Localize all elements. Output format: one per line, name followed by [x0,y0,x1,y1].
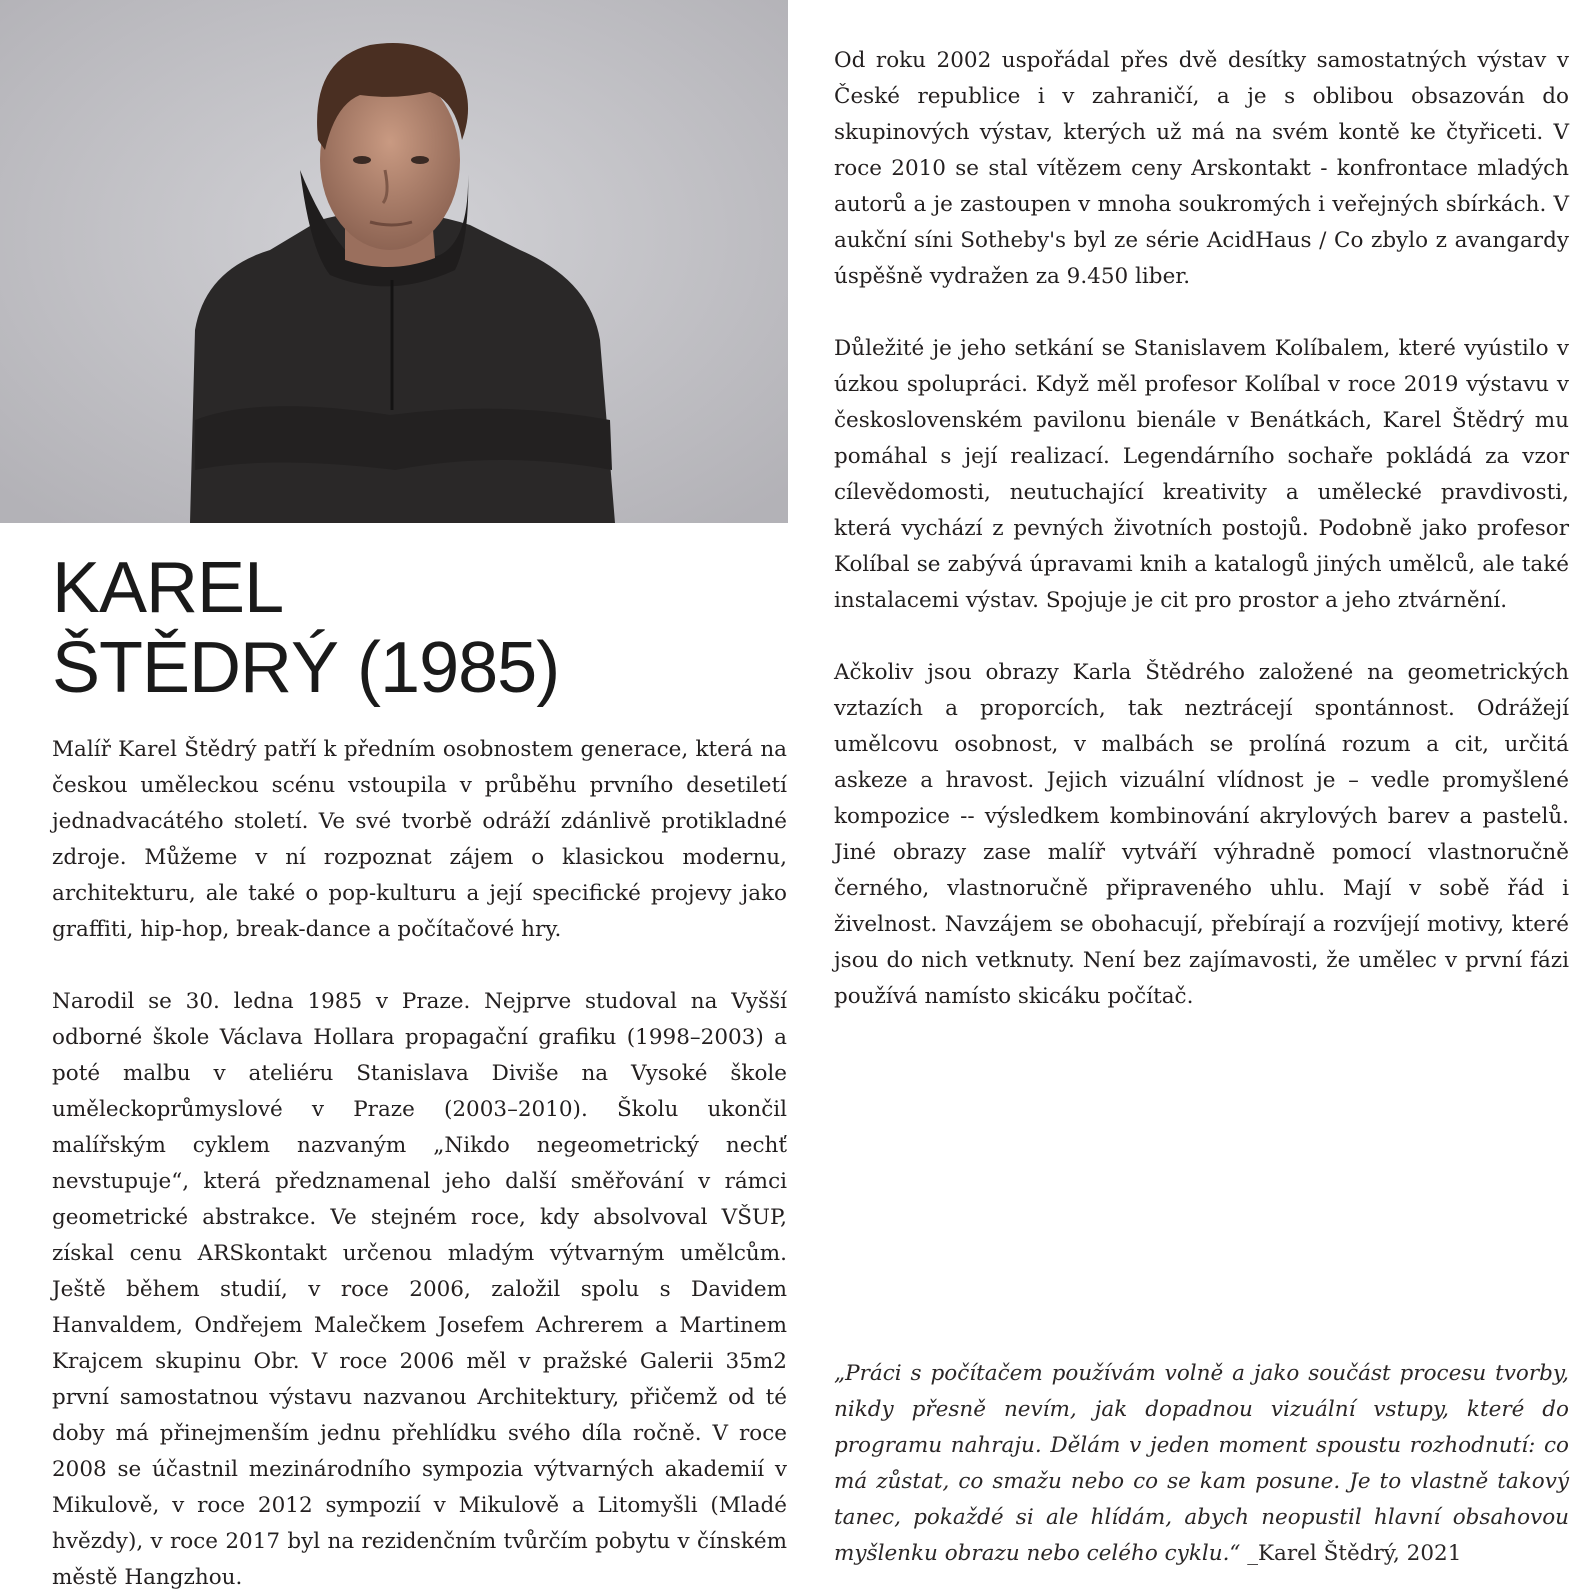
eye-right [411,156,429,164]
artist-name-title [52,548,559,708]
quote-attribution: _Karel Štědrý, 2021 [1240,1541,1462,1566]
left-text-column [52,732,787,1596]
crossed-arms [195,406,612,470]
paragraph: Malíř Karel Štědrý patří k předním osobnostem generace, která na českou uměleckou scénu vstoupila v průběhu prvního desetiletí jednadvacátého století. Ve své tvorbě odráží zdánlivě protikladné zdroje. Můžeme v ní rozpoznat zájem o klasickou modernu, architekturu, ale také o pop-kulturu a její specifické projevy jako graffiti, hip-hop, break-dance a počítačové hry. [52,737,787,942]
paragraph: Ačkoliv jsou obrazy Karla Štědrého založené na geometrických vztazích a proporcích, tak neztrácejí spontánnost. Odrážejí umělcovu osobnost, v malbách se prolíná rozum a cit, určitá askeze a hravost. Jejich vizuální vlídnost je – vedle promyšlené kompozice -- výsledkem kombinování akrylových barev a pastelů. Jiné obrazy zase malíř vytváří výhradně pomocí vlastnoručně černého, vlastnoručně připraveného uhlu. Mají v sobě řád i živelnost. Navzájem se obohacují, přebírají a rozvíjejí motivy, které jsou do nich vetknuty. Není bez zajímavosti, že umělec v první fázi používá namísto skicáku počítač. [834,660,1569,1009]
title-line-1: KAREL [52,548,284,628]
portrait-icon [0,0,788,523]
portrait-photo [0,0,788,523]
eye-left [353,156,371,164]
paragraph: Od roku 2002 uspořádal přes dvě desítky samostatných výstav v České republice i v zahraničí, a je s oblibou obsazován do skupinových výstav, kterých už má na svém kontě ke čtyřiceti. V roce 2010 se stal vítězem ceny Arskontakt - konfrontace mladých autorů a je zastoupen v mnoha soukromých i veřejných sbírkách. V aukční síni Sotheby's byl ze série AcidHaus / Co zbylo z avangardy úspěšně vydražen za 9.450 liber. [834,48,1569,289]
paragraph: Narodil se 30. ledna 1985 v Praze. Nejprve studoval na Vyšší odborné škole Václava Hollara propagační grafiku (1998–2003) a poté malbu v ateliéru Stanislava Diviše na Vysoké škole uměleckoprůmyslové v Praze (2003–2010). Školu ukončil malířským cyklem nazvaným „Nikdo negeometrický nechť nevstupuje“, která předznamenal jeho další směřování v rámci geometrické abstrakce. Ve stejném roce, kdy absolvoval VŠUP, získal cenu ARSkontakt určenou mladým výtvarným umělcům. Ještě během studií, v roce 2006, založil spolu s Davidem Hanvaldem, Ondřejem Malečkem Josefem Achrerem a Martinem Krajcem skupinu Obr. V roce 2006 měl v pražské Galerii 35m2 první samostatnou výstavu nazvanou Architektury, přičemž od té doby má přinejmenším jednu přehlídku svého díla ročně. V roce 2008 se účastnil mezinárodního sympozia výtvarných akademií v Mikulově, v roce 2012 sympozií v Mikulově a Litomyšli (Mladé hvězdy), v roce 2017 byl na rezidenčním tvůrčím pobytu v čínském městě Hangzhou. [52,989,787,1590]
artist-quote [834,1356,1569,1572]
quote-text: „Práci s počítačem používám volně a jako součást procesu tvorby, nikdy přesně nevím, jak dopadnou vizuální vstupy, které do programu nahraju. Dělám v jeden moment spoustu rozhodnutí: co má zůstat, co smažu nebo co se kam posune. Je to vlastně takový tanec, pokaždé si ale hlídám, abych neopustil hlavní obsahovou myšlenku obrazu nebo celého cyklu.“ [834,1361,1569,1566]
title-line-2: ŠTĚDRÝ (1985) [52,628,560,708]
right-text-column [834,43,1569,1015]
paragraph: Důležité je jeho setkání se Stanislavem Kolíbalem, které vyústilo v úzkou spolupráci. Když měl profesor Kolíbal v roce 2019 výstavu v československém pavilonu bienále v Benátkách, Karel Štědrý mu pomáhal s její realizací. Legendárního sochaře pokládá za vzor cílevědomosti, neutuchající kreativity a umělecké pravdivosti, která vychází z pevných životních postojů. Podobně jako profesor Kolíbal se zabývá úpravami knih a katalogů jiných umělců, ale také instalacemi výstav. Spojuje je cit pro prostor a jeho ztvárnění. [834,336,1569,613]
